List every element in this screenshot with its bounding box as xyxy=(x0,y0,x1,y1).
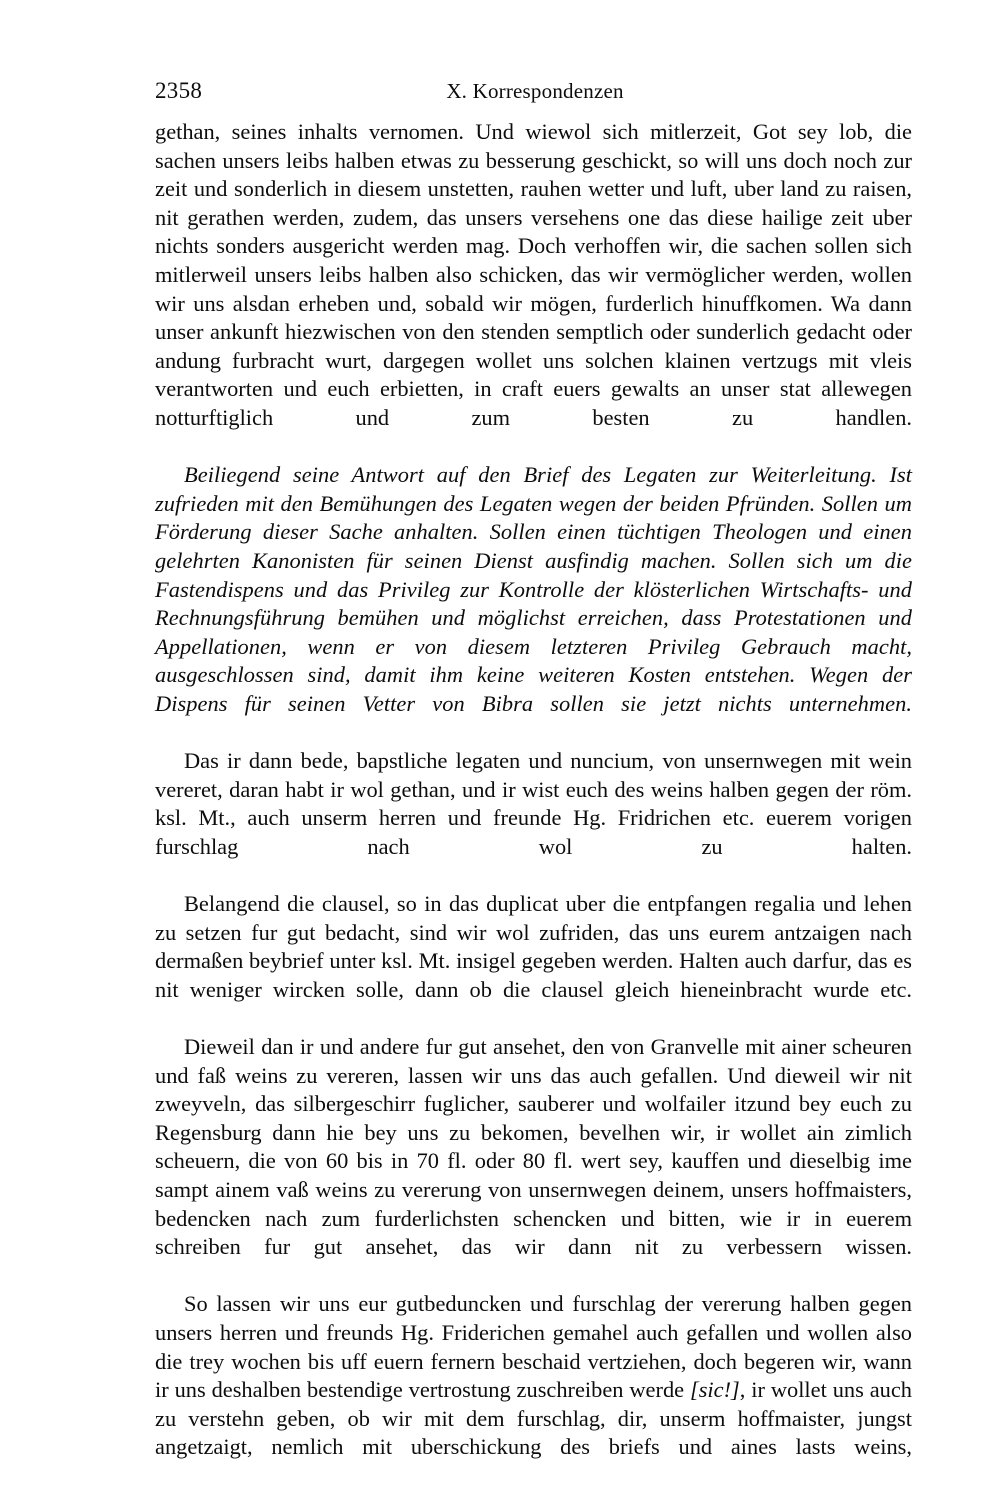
paragraph-granvelle-silbergeschirr: Dieweil dan ir und andere fur gut ansehet, den von Granvelle mit ainer scheuren und faß weins zu vereren, lassen wir uns das auch gefallen. Und dieweil wir nit zweyveln, das silbergeschirr fuglicher, sauberer und wolfailer itzund bey euch zu Regensburg dann hie bey uns zu bekomen, bevelhen wir, ir wollet ain zimlich scheuern, die von 60 bis in 70 fl. oder 80 fl. wert sey, kauffen und dieselbig ime sampt ainem vaß weins zu vererung von unsernwegen deinem, unsers hoffmaisters, bedencken nach zum furderlichsten schencken und bitten, wie ir in euerem schreiben fur gut ansehet, das wir dann nit zu verbessern wissen. xyxy=(155,1034,912,1260)
body-text-block xyxy=(155,118,912,1491)
paragraph-wein-verehrung: Das ir dann bede, bapstliche legaten und nuncium, von unsernwegen mit wein vereret, daran habt ir wol gethan, und ir wist euch des weins halben gegen der röm. ksl. Mt., auch unserm herren und freunde Hg. Fridrichen etc. euerem vorigen furschlag nach wol zu halten. xyxy=(155,748,912,859)
page-header xyxy=(155,76,910,106)
paragraph-continuation: gethan, seines inhalts vernomen. Und wiewol sich mitlerzeit, Got sey lob, die sachen unsers leibs halben etwas zu besserung geschickt, so will uns doch noch zur zeit und sonderlich in diesem unstetten, rauhen wetter und luft, uber land zu raisen, nit gerathen werden, zudem, das unsers versehens one das diese hailige zeit uber nichts sonders ausgericht werden mag. Doch verhoffen wir, die sachen sollen sich mitlerweil unsers leibs halben also schicken, das wir vermöglicher werden, wollen wir uns alsdan erheben und, sobald wir mögen, furderlich hinuffkomen. Wa dann unser ankunft hiezwischen von den stenden semptlich oder sunderlich gedacht oder andung furbracht wurt, dargegen wollet uns solchen klainen vertzugs mit vleis verantworten und euch erbietten, in craft euers gewalts an unser stat allewegen notturftiglich und zum besten zu handlen. xyxy=(155,119,912,430)
paragraph-clausel-regalia: Belangend die clausel, so in das duplicat uber die entpfangen regalia und lehen zu setzen fur gut bedacht, sind wir wol zufriden, das uns eurem antzaigen nach dermaßen beybrief unter ksl. Mt. insigel gegeben werden. Halten auch darfur, das es nit weniger wircken solle, dann ob die clausel gleich hieneinbracht wurde etc. xyxy=(155,891,912,1002)
running-head: X. Korrespondenzen xyxy=(446,79,624,103)
paragraph-regest-summary: Beiliegend seine Antwort auf den Brief des Legaten zur Weiterleitung. Ist zufrieden mit den Bemühungen des Legaten wegen der beiden Pfründen. Sollen um Förderung dieser Sache anhalten. Sollen einen tüchtigen Theologen und einen gelehrten Kanonisten für seinen Dienst ausfindig machen. Sollen sich um die Fastendispens und das Privileg zur Kontrolle der klösterlichen Wirtschafts- und Rechnungsführung bemühen und möglichst erreichen, dass Protestationen und Appellationen, wenn er von diesem letzteren Privileg Gebrauch macht, ausgeschlossen sind, damit ihm keine weiteren Kosten entstehen. Wegen der Dispens für seinen Vetter von Bibra sollen sie jetzt nichts unternehmen. xyxy=(155,462,912,716)
paragraph-gutbeduncken-furschlag: So lassen wir uns eur gutbeduncken und furschlag der vererung halben gegen unsers herren und freunds Hg. Friderichen gemahel auch gefallen und wollen also die trey wochen bis uff euern fernern beschaid vertziehen, doch begeren wir, wann ir uns deshalben bestendige vertrostung zuschreiben werde [sic!], ir wollet uns auch zu verstehn geben, ob wir mit dem furschlag, dir, unserm hoffmaister, jungst angetzaigt, nemlich mit uberschickung des briefs und aines lasts weins, xyxy=(155,1291,912,1460)
editorial-sic-marker: [sic!] xyxy=(690,1377,740,1403)
page-number: 2358 xyxy=(155,78,203,103)
